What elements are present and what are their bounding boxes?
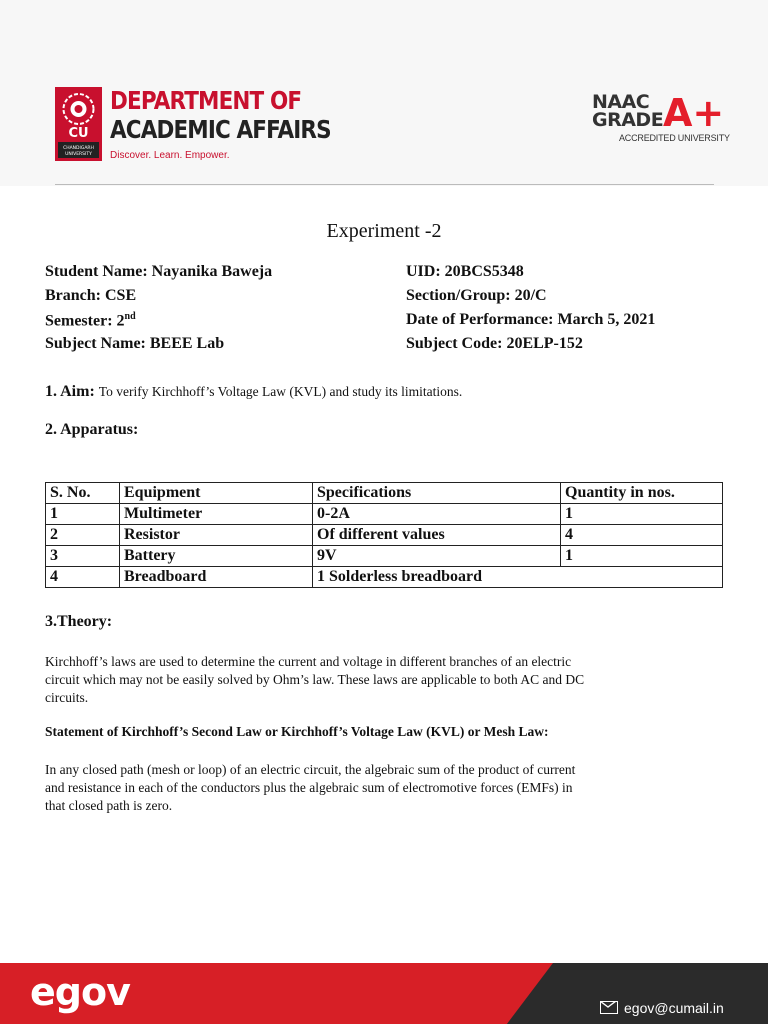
aim-section <box>45 383 462 401</box>
aim-label: 1. Aim: <box>45 383 95 400</box>
table-cell: Multimeter <box>120 504 313 525</box>
table-cell: Resistor <box>120 525 313 546</box>
table-cell: 3 <box>46 546 120 567</box>
svg-text:UNIVERSITY: UNIVERSITY <box>65 152 92 157</box>
table-row <box>46 525 723 546</box>
subject-name: Subject Name: BEEE Lab <box>45 335 225 352</box>
accredited-label: ACCREDITED UNIVERSITY <box>619 133 730 143</box>
table-cell: 1 <box>46 504 120 525</box>
mail-icon <box>600 1001 618 1014</box>
table-cell: 1 Solderless breadboard <box>313 567 723 588</box>
naac-badge <box>592 91 730 148</box>
table-row <box>46 546 723 567</box>
text-line: that closed path is zero. <box>45 798 173 813</box>
subject-code: Subject Code: 20ELP-152 <box>406 335 583 352</box>
dept-line-2: ACADEMIC AFFAIRS <box>110 115 331 144</box>
apparatus-heading: 2. Apparatus: <box>45 421 139 438</box>
email-text: egov@cumail.in <box>624 1000 724 1016</box>
table-cell: Battery <box>120 546 313 567</box>
header-divider <box>55 184 714 185</box>
table-cell: 2 <box>46 525 120 546</box>
theory-paragraph-1 <box>45 653 645 707</box>
svg-text:CHANDIGARH: CHANDIGARH <box>63 146 94 151</box>
cu-logo <box>55 87 102 161</box>
apparatus-table <box>45 482 723 588</box>
text-line: and resistance in each of the conductors plus the algebraic sum of electromotive forces (EMFs) in <box>45 780 573 795</box>
theory-heading: 3.Theory: <box>45 613 113 630</box>
grade-label: GRADE <box>592 109 664 131</box>
column-header: Equipment <box>120 483 313 504</box>
table-cell: 1 <box>561 504 723 525</box>
table-cell: 1 <box>561 546 723 567</box>
table-cell: Breadboard <box>120 567 313 588</box>
branch: Branch: CSE <box>45 287 137 304</box>
naac-grade: A+ <box>663 91 725 135</box>
column-header: Specifications <box>313 483 561 504</box>
column-header: S. No. <box>46 483 120 504</box>
naac-label: NAAC <box>592 91 650 113</box>
department-title <box>110 86 331 144</box>
table-cell: 4 <box>46 567 120 588</box>
date-of-performance: Date of Performance: March 5, 2021 <box>406 311 656 328</box>
table-cell: 4 <box>561 525 723 546</box>
theory-paragraph-2 <box>45 761 645 815</box>
table-row <box>46 567 723 588</box>
experiment-title: Experiment -2 <box>326 220 442 242</box>
logo-text: CU <box>68 126 89 141</box>
text-line: In any closed path (mesh or loop) of an electric circuit, the algebraic sum of the product of current <box>45 762 576 777</box>
column-header: Quantity in nos. <box>561 483 723 504</box>
table-cell: 0-2A <box>313 504 561 525</box>
text-line: circuit which may not be easily solved by Ohm’s law. These laws are applicable to both AC and DC <box>45 672 585 687</box>
semester-suffix: nd <box>124 311 136 322</box>
table-header-row <box>46 483 723 504</box>
egov-logo: egov <box>30 970 130 1014</box>
section-group: Section/Group: 20/C <box>406 287 547 304</box>
footer-email[interactable] <box>600 1000 724 1016</box>
table-row <box>46 504 723 525</box>
text-line: circuits. <box>45 690 89 705</box>
student-name: Student Name: Nayanika Baweja <box>45 263 273 280</box>
table-cell: 9V <box>313 546 561 567</box>
cu-emblem-icon <box>55 87 102 161</box>
kvl-statement-heading: Statement of Kirchhoff’s Second Law or Kirchhoff’s Voltage Law (KVL) or Mesh Law: <box>45 724 549 739</box>
semester-label: Semester: 2 <box>45 312 125 330</box>
aim-text: To verify Kirchhoff’s Voltage Law (KVL) and study its limitations. <box>98 384 463 399</box>
dept-line-1: DEPARTMENT OF <box>110 86 302 115</box>
semester <box>45 311 136 330</box>
uid: UID: 20BCS5348 <box>406 263 524 280</box>
table-cell: Of different values <box>313 525 561 546</box>
tagline: Discover. Learn. Empower. <box>110 150 230 161</box>
text-line: Kirchhoff’s laws are used to determine the current and voltage in different branches of an electric <box>45 654 572 669</box>
